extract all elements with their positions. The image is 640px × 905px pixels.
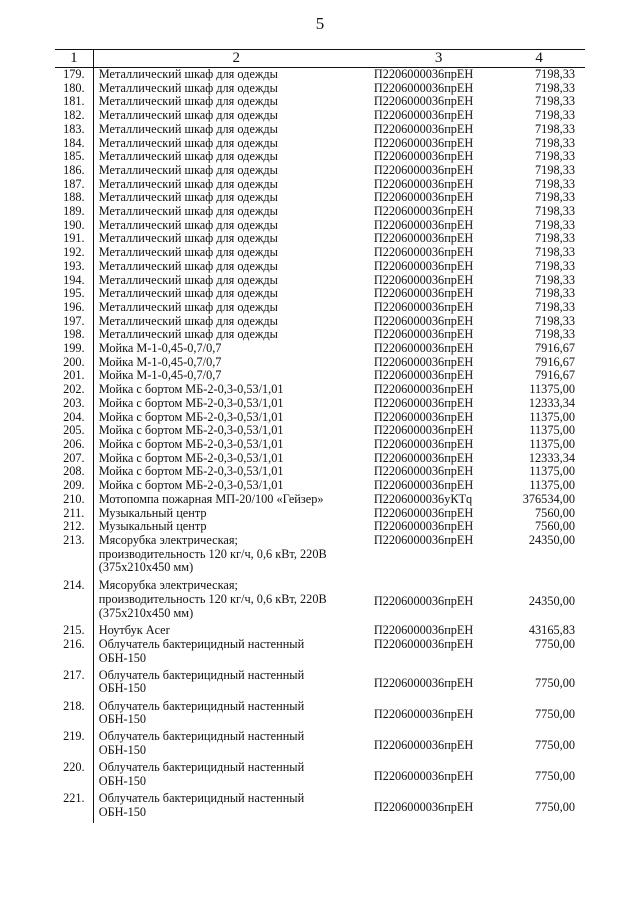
inventory-code: П2206000036прЕН [373, 707, 474, 722]
table-row [55, 507, 585, 521]
inventory-code: П2206000036прЕН [373, 149, 474, 164]
inventory-code: П2206000036прЕН [373, 258, 474, 273]
item-name-line: Металлический шкаф для одежды [98, 204, 278, 219]
item-name-cell [93, 669, 374, 700]
item-name-cell [93, 164, 374, 178]
item-name-cell [93, 411, 374, 425]
item-name-cell [93, 761, 374, 792]
item-name-cell [93, 369, 374, 383]
item-name-line: Металлический шкаф для одежды [98, 135, 278, 150]
item-value: 7198,33 [535, 135, 575, 150]
item-name-line: ОБН-150 [98, 650, 147, 665]
inventory-code: П2206000036прЕН [373, 799, 474, 814]
column-header: 4 [503, 50, 585, 68]
row-number: 199. [55, 342, 93, 356]
item-name-line: Металлический шкаф для одежды [98, 299, 278, 314]
item-value: 11375,00 [529, 423, 575, 438]
table-row [55, 520, 585, 534]
table-row [55, 669, 585, 700]
table-row [55, 700, 585, 731]
item-name-line: Металлический шкаф для одежды [98, 162, 278, 177]
row-number: 203. [55, 397, 93, 411]
item-name-line: Мойка с бортом МБ-2-0,3-0,53/1,01 [98, 382, 284, 397]
item-name-cell [93, 205, 374, 219]
table-row [55, 624, 585, 638]
item-name-line: Мясорубка электрическая; [98, 532, 238, 547]
row-number: 189. [55, 205, 93, 219]
item-name-cell [93, 150, 374, 164]
row-number: 187. [55, 178, 93, 192]
inventory-code: П2206000036уКTq [373, 491, 473, 506]
row-number: 185. [55, 150, 93, 164]
item-value: 7916,67 [535, 368, 575, 383]
item-value: 7198,33 [535, 299, 575, 314]
item-name-cell [93, 438, 374, 452]
inventory-code: П2206000036прЕН [373, 768, 474, 783]
inventory-code: П2206000036прЕН [373, 395, 474, 410]
item-value: 7198,33 [535, 258, 575, 273]
table-row [55, 219, 585, 233]
item-name-line: производительность 120 кг/ч, 0,6 кВт, 220В [98, 546, 327, 561]
row-number: 184. [55, 137, 93, 151]
table-row [55, 452, 585, 466]
table-row [55, 164, 585, 178]
item-value: 7916,67 [535, 341, 575, 356]
item-value: 7198,33 [535, 313, 575, 328]
item-name-cell [93, 178, 374, 192]
row-number: 210. [55, 493, 93, 507]
table-row [55, 109, 585, 123]
item-name-line: Мойка с бортом МБ-2-0,3-0,53/1,01 [98, 478, 284, 493]
item-name-line: Облучатель бактерицидный настенный [98, 636, 305, 651]
item-name-line: Металлический шкаф для одежды [98, 245, 278, 260]
table-row [55, 260, 585, 274]
table-row [55, 579, 585, 624]
inventory-code: П2206000036прЕН [373, 636, 474, 651]
item-name-cell [93, 219, 374, 233]
item-name-cell [93, 342, 374, 356]
item-value: 24350,00 [528, 593, 575, 608]
item-value: 11375,00 [529, 436, 575, 451]
item-name-line: ОБН-150 [98, 773, 147, 788]
item-name-line: Облучатель бактерицидный настенный [98, 729, 305, 744]
item-value: 7198,33 [535, 272, 575, 287]
item-name-line: Мойка М-1-0,45-0,7/0,7 [98, 341, 222, 356]
item-name-cell [93, 520, 374, 534]
row-number: 204. [55, 411, 93, 425]
item-value: 7198,33 [535, 149, 575, 164]
page-number: 5 [315, 14, 325, 33]
item-name-line: Облучатель бактерицидный настенный [98, 667, 305, 682]
inventory-code: П2206000036прЕН [373, 135, 474, 150]
table-row [55, 356, 585, 370]
row-number: 202. [55, 383, 93, 397]
item-name-line: Облучатель бактерицидный настенный [98, 760, 305, 775]
inventory-code: П2206000036прЕН [373, 623, 474, 638]
row-number: 194. [55, 274, 93, 288]
table-row [55, 369, 585, 383]
inventory-code: П2206000036прЕН [373, 354, 474, 369]
table-row [55, 301, 585, 315]
item-name-line: Металлический шкаф для одежды [98, 313, 278, 328]
item-name-line: Мотопомпа пожарная МП-20/100 «Гейзер» [98, 491, 324, 506]
item-value: 7198,33 [535, 245, 575, 260]
row-number: 186. [55, 164, 93, 178]
inventory-code: П2206000036прЕН [373, 341, 474, 356]
table-row [55, 730, 585, 761]
item-value: 7750,00 [535, 676, 575, 691]
row-number: 188. [55, 191, 93, 205]
item-name-cell [93, 493, 374, 507]
item-name-line: Металлический шкаф для одежды [98, 108, 278, 123]
item-value: 7198,33 [535, 67, 575, 81]
item-name-line: ОБН-150 [98, 712, 147, 727]
item-value: 12333,34 [528, 450, 575, 465]
item-name-line: (375х210х450 мм) [98, 605, 194, 620]
table-row [55, 342, 585, 356]
item-name-line: Металлический шкаф для одежды [98, 80, 278, 95]
item-value: 7198,33 [535, 217, 575, 232]
item-name-line: Металлический шкаф для одежды [98, 272, 278, 287]
inventory-code: П2206000036прЕН [373, 190, 474, 205]
item-name-cell [93, 638, 374, 669]
inventory-code: П2206000036прЕН [373, 121, 474, 136]
item-value: 12333,34 [528, 395, 575, 410]
item-name-line: Облучатель бактерицидный настенный [98, 698, 305, 713]
item-value: 7198,33 [535, 231, 575, 246]
inventory-code: П2206000036прЕН [373, 676, 474, 691]
inventory-code: П2206000036прЕН [373, 67, 474, 81]
row-number: 209. [55, 479, 93, 493]
column-header: 1 [55, 50, 93, 68]
item-name-cell [93, 301, 374, 315]
row-number: 180. [55, 82, 93, 96]
row-number: 195. [55, 287, 93, 301]
inventory-code: П2206000036прЕН [373, 108, 474, 123]
inventory-table [55, 49, 585, 823]
item-value: 7750,00 [535, 636, 575, 651]
table-row [55, 493, 585, 507]
item-name-line: Ноутбук Acer [98, 623, 170, 638]
inventory-code: П2206000036прЕН [373, 313, 474, 328]
row-number: 205. [55, 424, 93, 438]
row-number: 190. [55, 219, 93, 233]
inventory-code: П2206000036прЕН [373, 519, 474, 534]
row-number: 219. [55, 730, 93, 761]
row-number: 207. [55, 452, 93, 466]
table-row [55, 137, 585, 151]
item-value: 7750,00 [535, 737, 575, 752]
table-row [55, 287, 585, 301]
item-name-line: Металлический шкаф для одежды [98, 176, 278, 191]
row-number: 212. [55, 520, 93, 534]
item-name-cell [93, 730, 374, 761]
item-name-cell [93, 579, 374, 624]
row-number: 196. [55, 301, 93, 315]
table-row [55, 465, 585, 479]
item-name-line: Мойка с бортом МБ-2-0,3-0,53/1,01 [98, 464, 284, 479]
column-header: 2 [93, 50, 374, 68]
item-name-line: Металлический шкаф для одежды [98, 286, 278, 301]
item-name-cell [93, 479, 374, 493]
inventory-code: П2206000036прЕН [373, 423, 474, 438]
inventory-code: П2206000036прЕН [373, 478, 474, 493]
item-value: 11375,00 [529, 478, 575, 493]
item-name-cell [93, 68, 374, 82]
item-value: 11375,00 [529, 382, 575, 397]
item-name-line: (375х210х450 мм) [98, 560, 194, 575]
table-row [55, 205, 585, 219]
item-name-line: Металлический шкаф для одежды [98, 258, 278, 273]
table-body [55, 68, 585, 823]
table-row [55, 397, 585, 411]
table-row [55, 274, 585, 288]
row-number: 197. [55, 315, 93, 329]
item-name-cell [93, 507, 374, 521]
item-name-line: производительность 120 кг/ч, 0,6 кВт, 220В [98, 591, 327, 606]
item-name-line: Металлический шкаф для одежды [98, 121, 278, 136]
item-name-cell [93, 534, 374, 579]
item-name-cell [93, 452, 374, 466]
row-number: 206. [55, 438, 93, 452]
item-name-cell [93, 424, 374, 438]
row-number: 215. [55, 624, 93, 638]
item-value: 7198,33 [535, 286, 575, 301]
inventory-code: П2206000036прЕН [373, 737, 474, 752]
item-name-line: Мойка с бортом МБ-2-0,3-0,53/1,01 [98, 395, 284, 410]
item-name-line: Металлический шкаф для одежды [98, 94, 278, 109]
item-name-line: Мойка с бортом МБ-2-0,3-0,53/1,01 [98, 409, 284, 424]
item-value: 43165,83 [528, 623, 575, 638]
item-value: 24350,00 [528, 532, 575, 547]
table-row [55, 411, 585, 425]
inventory-code: П2206000036прЕН [373, 217, 474, 232]
inventory-code: П2206000036прЕН [373, 327, 474, 342]
item-name-cell [93, 191, 374, 205]
item-name-cell [93, 82, 374, 96]
item-value: 7198,33 [535, 94, 575, 109]
inventory-code: П2206000036прЕН [373, 409, 474, 424]
row-number: 183. [55, 123, 93, 137]
item-name-line: Мойка М-1-0,45-0,7/0,7 [98, 354, 222, 369]
row-number: 201. [55, 369, 93, 383]
item-name-line: Металлический шкаф для одежды [98, 190, 278, 205]
item-value: 7560,00 [535, 519, 575, 534]
row-number: 192. [55, 246, 93, 260]
item-name-cell [93, 315, 374, 329]
inventory-code: П2206000036прЕН [373, 368, 474, 383]
item-name-cell [93, 356, 374, 370]
item-name-line: Мясорубка электрическая; [98, 578, 238, 593]
item-name-cell [93, 274, 374, 288]
item-name-cell [93, 624, 374, 638]
item-name-line: Облучатель бактерицидный настенный [98, 790, 305, 805]
item-name-line: Металлический шкаф для одежды [98, 67, 278, 81]
table-row [55, 95, 585, 109]
item-name-line: Металлический шкаф для одежды [98, 327, 278, 342]
table-row [55, 68, 585, 82]
item-value: 7198,33 [535, 162, 575, 177]
row-number: 217. [55, 669, 93, 700]
item-name-cell [93, 246, 374, 260]
inventory-code: П2206000036прЕН [373, 272, 474, 287]
item-name-cell [93, 260, 374, 274]
item-value: 7560,00 [535, 505, 575, 520]
item-name-line: Мойка с бортом МБ-2-0,3-0,53/1,01 [98, 436, 284, 451]
item-name-line: ОБН-150 [98, 743, 147, 758]
item-name-line: Музыкальный центр [98, 505, 207, 520]
item-value: 11375,00 [529, 409, 575, 424]
table-row [55, 82, 585, 96]
inventory-code: П2206000036прЕН [373, 162, 474, 177]
table-row [55, 761, 585, 792]
inventory-code: П2206000036прЕН [373, 450, 474, 465]
row-number: 211. [55, 507, 93, 521]
inventory-code: П2206000036прЕН [373, 231, 474, 246]
item-value: 7198,33 [535, 204, 575, 219]
item-value: 7198,33 [535, 327, 575, 342]
row-number: 218. [55, 700, 93, 731]
item-value: 7198,33 [535, 80, 575, 95]
item-value: 7916,67 [535, 354, 575, 369]
item-name-cell [93, 95, 374, 109]
item-name-cell [93, 465, 374, 479]
table-row [55, 328, 585, 342]
row-number: 193. [55, 260, 93, 274]
item-name-cell [93, 792, 374, 823]
inventory-code: П2206000036прЕН [373, 593, 474, 608]
row-number: 200. [55, 356, 93, 370]
item-name-line: Мойка с бортом МБ-2-0,3-0,53/1,01 [98, 450, 284, 465]
row-number: 221. [55, 792, 93, 823]
item-name-cell [93, 383, 374, 397]
item-name-line: Мойка с бортом МБ-2-0,3-0,53/1,01 [98, 423, 284, 438]
table-header-row [55, 50, 585, 68]
item-name-line: ОБН-150 [98, 804, 147, 819]
item-name-line: Мойка М-1-0,45-0,7/0,7 [98, 368, 222, 383]
item-name-cell [93, 287, 374, 301]
item-name-cell [93, 137, 374, 151]
item-value: 7750,00 [535, 799, 575, 814]
table-row [55, 792, 585, 823]
item-value: 11375,00 [529, 464, 575, 479]
item-value: 7198,33 [535, 176, 575, 191]
row-number: 220. [55, 761, 93, 792]
table-row [55, 424, 585, 438]
item-value: 7198,33 [535, 121, 575, 136]
item-value: 7750,00 [535, 768, 575, 783]
inventory-code: П2206000036прЕН [373, 80, 474, 95]
row-number: 213. [55, 534, 93, 579]
table-row [55, 534, 585, 579]
inventory-code: П2206000036прЕН [373, 286, 474, 301]
inventory-code: П2206000036прЕН [373, 204, 474, 219]
row-number: 214. [55, 579, 93, 624]
row-number: 198. [55, 328, 93, 342]
item-name-line: Металлический шкаф для одежды [98, 217, 278, 232]
row-number: 191. [55, 232, 93, 246]
inventory-code: П2206000036прЕН [373, 299, 474, 314]
item-value: 376534,00 [522, 491, 575, 506]
row-number: 182. [55, 109, 93, 123]
inventory-code: П2206000036прЕН [373, 464, 474, 479]
table-row [55, 315, 585, 329]
item-name-cell [93, 123, 374, 137]
inventory-code: П2206000036прЕН [373, 245, 474, 260]
row-number: 208. [55, 465, 93, 479]
inventory-code: П2206000036прЕН [373, 436, 474, 451]
table-row [55, 232, 585, 246]
item-name-cell [93, 109, 374, 123]
table-row [55, 246, 585, 260]
table-row [55, 191, 585, 205]
item-name-line: Металлический шкаф для одежды [98, 149, 278, 164]
inventory-code: П2206000036прЕН [373, 176, 474, 191]
inventory-code: П2206000036прЕН [373, 505, 474, 520]
inventory-code: П2206000036прЕН [373, 382, 474, 397]
item-name-line: Металлический шкаф для одежды [98, 231, 278, 246]
item-value: 7198,33 [535, 190, 575, 205]
table-row [55, 638, 585, 669]
item-name-cell [93, 397, 374, 411]
row-number: 216. [55, 638, 93, 669]
row-number: 181. [55, 95, 93, 109]
table-row [55, 178, 585, 192]
table-row [55, 150, 585, 164]
item-value: 7198,33 [535, 108, 575, 123]
table-row [55, 383, 585, 397]
row-number: 179. [55, 68, 93, 82]
column-header: 3 [374, 50, 503, 68]
item-name-line: Музыкальный центр [98, 519, 207, 534]
table-row [55, 479, 585, 493]
inventory-code: П2206000036прЕН [373, 94, 474, 109]
item-value: 7750,00 [535, 707, 575, 722]
item-name-line: ОБН-150 [98, 681, 147, 696]
table-row [55, 123, 585, 137]
item-name-cell [93, 328, 374, 342]
inventory-code: П2206000036прЕН [373, 532, 474, 547]
table-row [55, 438, 585, 452]
item-name-cell [93, 232, 374, 246]
item-name-cell [93, 700, 374, 731]
